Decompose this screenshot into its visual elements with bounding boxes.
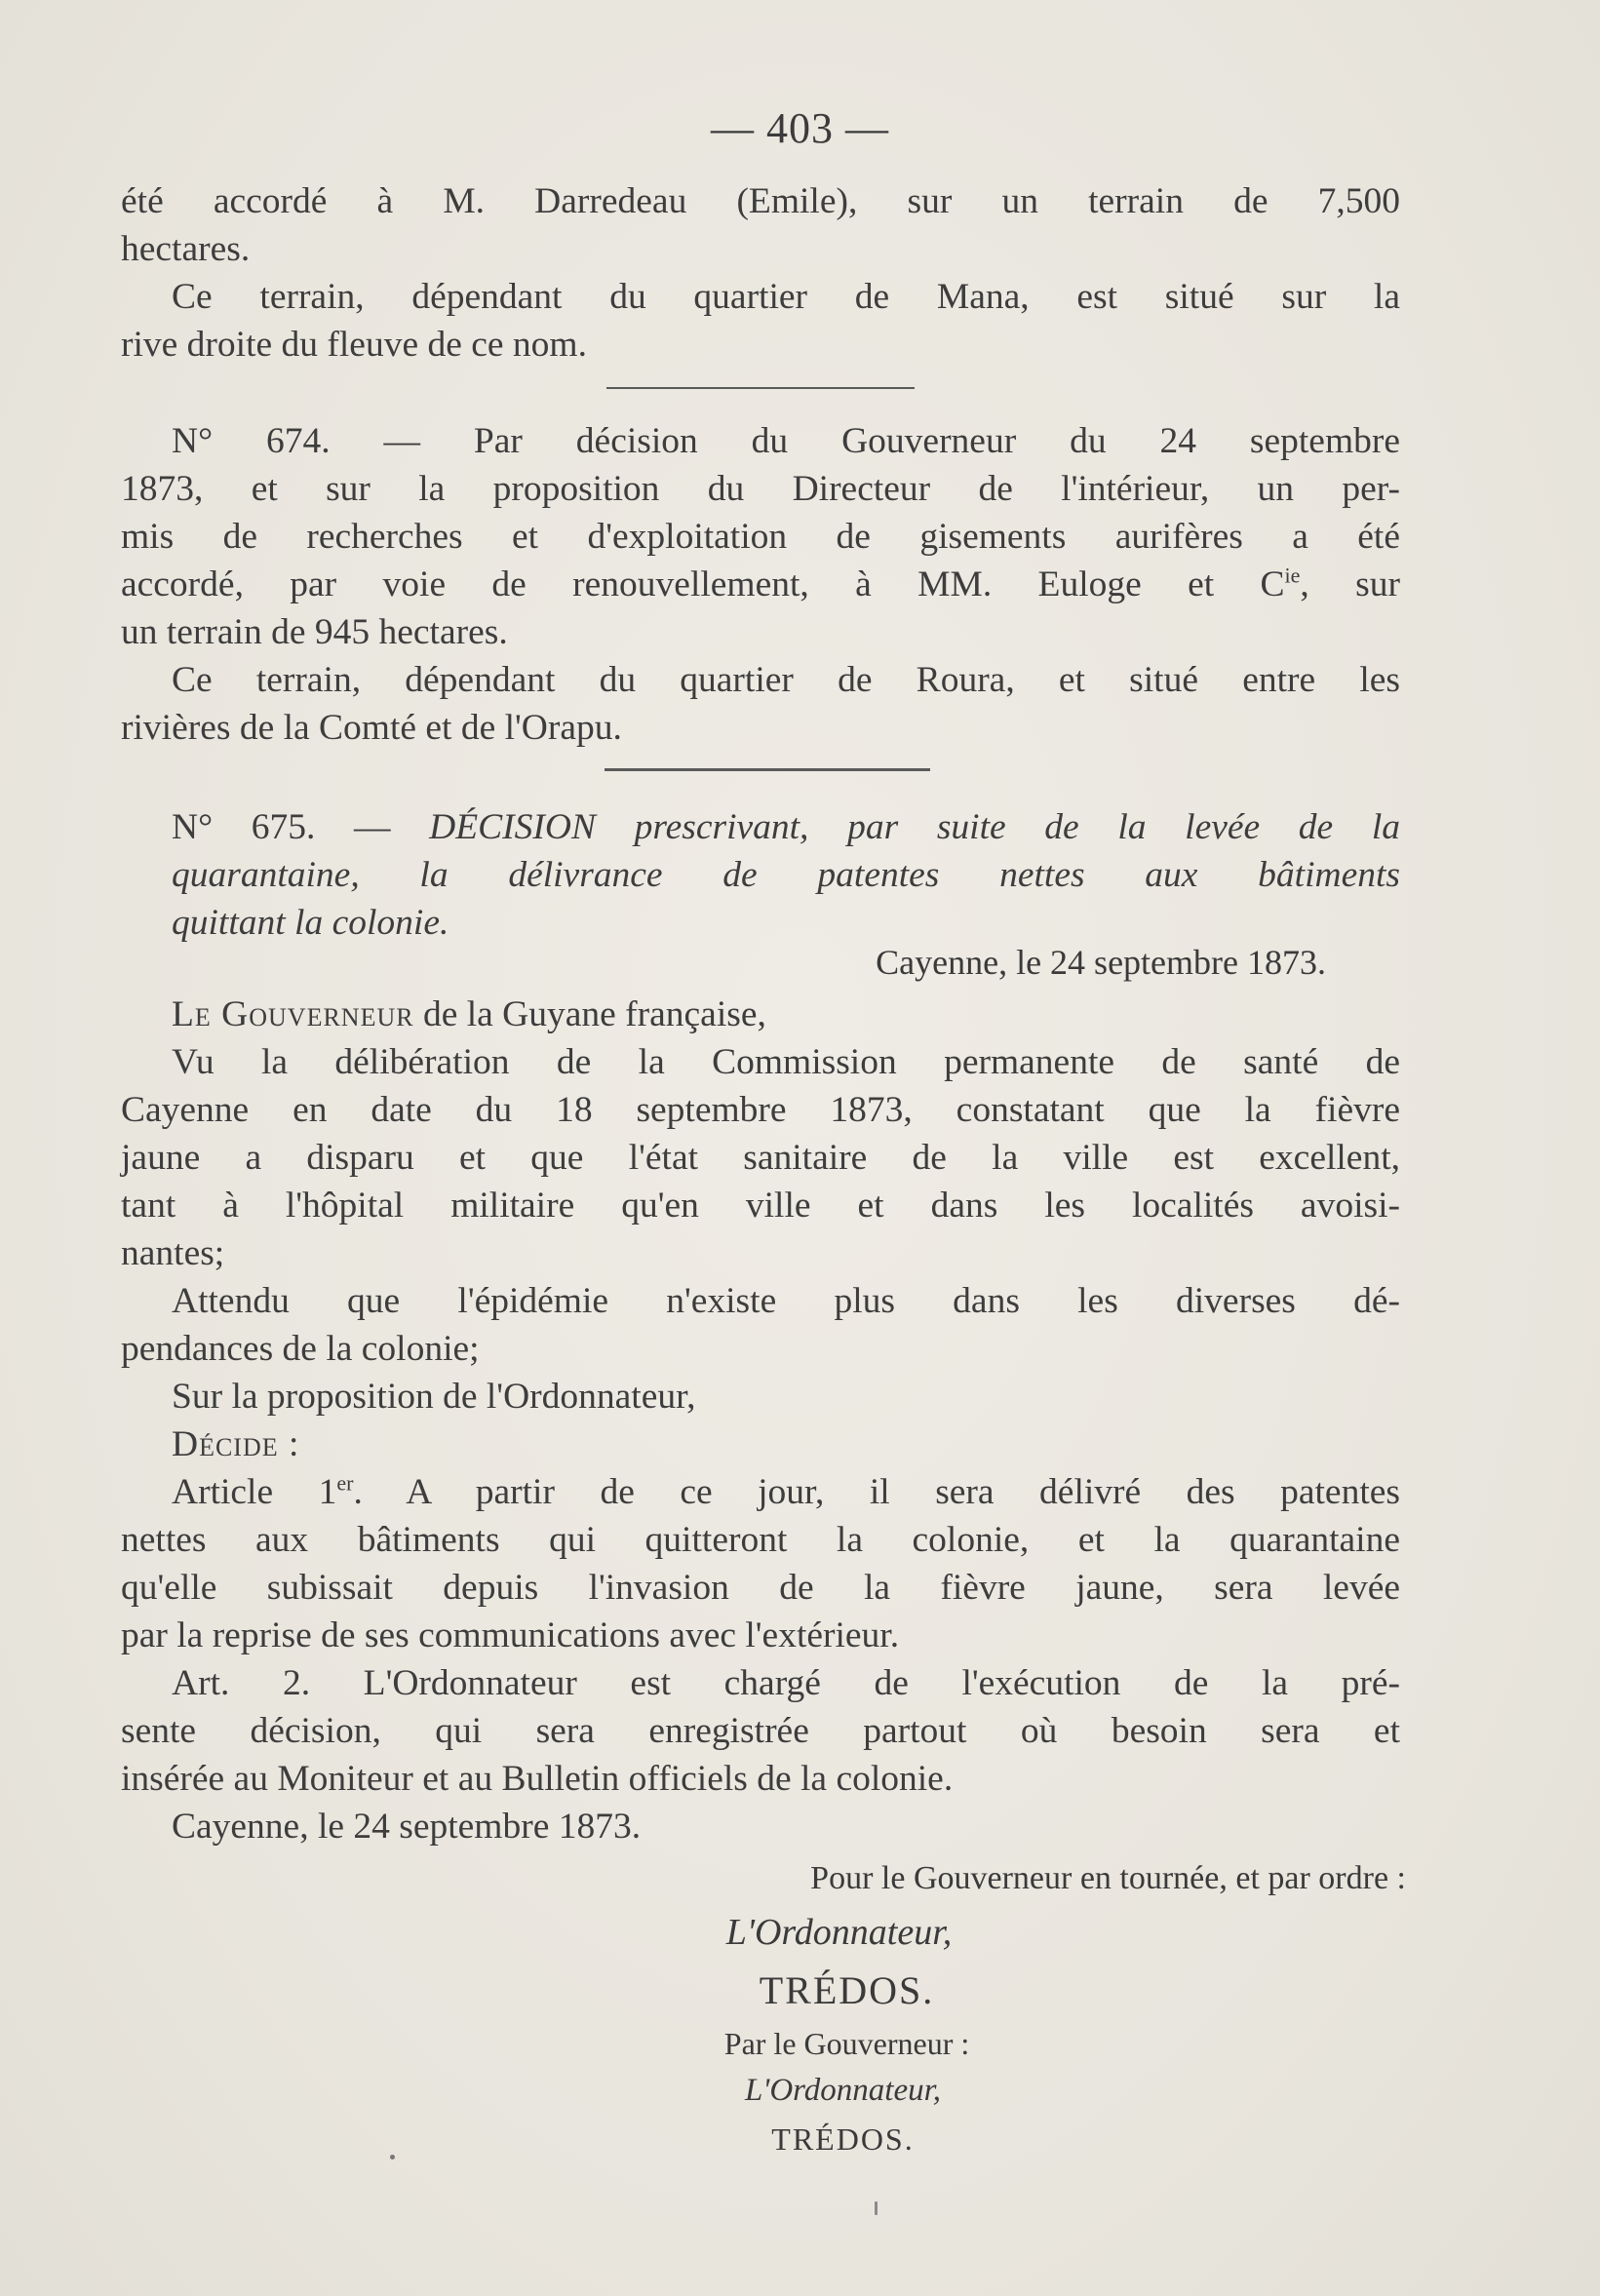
closing-date: Cayenne, le 24 septembre 1873. (172, 1807, 642, 1847)
text-fragment: , sur (1300, 564, 1400, 604)
place-date: Cayenne, le 24 septembre 1873. (876, 943, 1326, 982)
text-line: tant à l'hôpital militaire qu'en ville et dans les localités avoisi- (121, 1186, 1400, 1226)
text-line: pendances de la colonie; (121, 1329, 480, 1369)
text-line: mis de recherches et d'exploitation de gisements aurifères a été (121, 517, 1400, 557)
text-fragment: accordé, par voie de renouvellement, à MM. Euloge et C (121, 564, 1285, 604)
section-divider (605, 768, 930, 771)
heading-line (121, 803, 1400, 851)
text-line: Sur la proposition de l'Ordonnateur, (172, 1377, 696, 1417)
signature-name: TRÉDOS. (759, 1968, 935, 2012)
text-line: nettes aux bâtiments qui quitteront la colonie, et la quarantaine (121, 1520, 1400, 1560)
signature-name: TRÉDOS. (771, 2121, 915, 2157)
text-line: sente décision, qui sera enregistrée partout où besoin sera et (121, 1711, 1400, 1751)
text-line: qu'elle subissait depuis l'invasion de la fièvre jaune, sera levée (121, 1568, 1400, 1608)
article-1-label: Article 1 (172, 1472, 337, 1512)
text-line (121, 991, 1400, 1038)
signature-pour-line: Pour le Gouverneur en tournée, et par ordre : (810, 1860, 1406, 1896)
gouverneur-label: Le Gouverneur (172, 994, 414, 1034)
scan-speck (390, 2155, 395, 2160)
text-line: nantes; (121, 1233, 225, 1273)
section-divider (606, 387, 915, 389)
text-line: insérée au Moniteur et au Bulletin officiels de la colonie. (121, 1759, 954, 1799)
text-line: rivières de la Comté et de l'Orapu. (121, 708, 622, 748)
text-line: Attendu que l'épidémie n'existe plus dans les diverses dé- (172, 1281, 1400, 1321)
text-line: Cayenne en date du 18 septembre 1873, constatant que la fièvre (121, 1090, 1400, 1130)
text-line: 1873, et sur la proposition du Directeur de l'intérieur, un per- (121, 469, 1400, 509)
scan-speck (875, 2201, 878, 2215)
text-fragment: . A partir de ce jour, il sera délivré des patentes (353, 1472, 1400, 1512)
text-line: été accordé à M. Darredeau (Emile), sur un terrain de 7,500 (121, 181, 1400, 221)
heading-line: quarantaine, la délivrance de patentes nettes aux bâtiments (172, 855, 1400, 895)
entry-number: N° 675. — (172, 807, 391, 847)
text-fragment: de la Guyane française, (413, 994, 766, 1034)
entry-674 (121, 417, 1400, 752)
superscript: ie (1284, 563, 1301, 588)
signature-par-line: Par le Gouverneur : (723, 2026, 970, 2061)
entry-675-body (121, 991, 1400, 1850)
text-line: Art. 2. L'Ordonnateur est chargé de l'exécution de la pré- (172, 1663, 1400, 1703)
signature-role: L'Ordonnateur, (725, 1912, 953, 1953)
entry-675-heading (121, 803, 1400, 947)
entry-673-tail (121, 177, 1400, 369)
article-1-line (121, 1468, 1400, 1516)
text-line: hectares. (121, 229, 251, 269)
heading-line: quittant la colonie. (172, 903, 449, 943)
text-line: un terrain de 945 hectares. (121, 612, 508, 652)
decide-label: Décide : (172, 1424, 300, 1464)
text-line: Ce terrain, dépendant du quartier de Mana, est situé sur la (172, 277, 1400, 317)
signature-role: L'Ordonnateur, (744, 2073, 942, 2108)
text-line: Vu la délibération de la Commission permanente de santé de (172, 1042, 1400, 1082)
page-number: — 403 — (711, 104, 889, 152)
text-line-with-superscript (121, 561, 1400, 608)
heading-text: DÉCISION prescrivant, par suite de la levée de la (429, 807, 1401, 847)
text-line: par la reprise de ses communications avec l'extérieur. (121, 1615, 900, 1655)
superscript: er (336, 1470, 354, 1496)
text-line: N° 674. — Par décision du Gouverneur du 24 septembre (172, 421, 1400, 461)
text-line: Ce terrain, dépendant du quartier de Roura, et situé entre les (172, 660, 1400, 700)
text-line: rive droite du fleuve de ce nom. (121, 325, 587, 365)
text-line: jaune a disparu et que l'état sanitaire de la ville est excellent, (121, 1138, 1400, 1178)
